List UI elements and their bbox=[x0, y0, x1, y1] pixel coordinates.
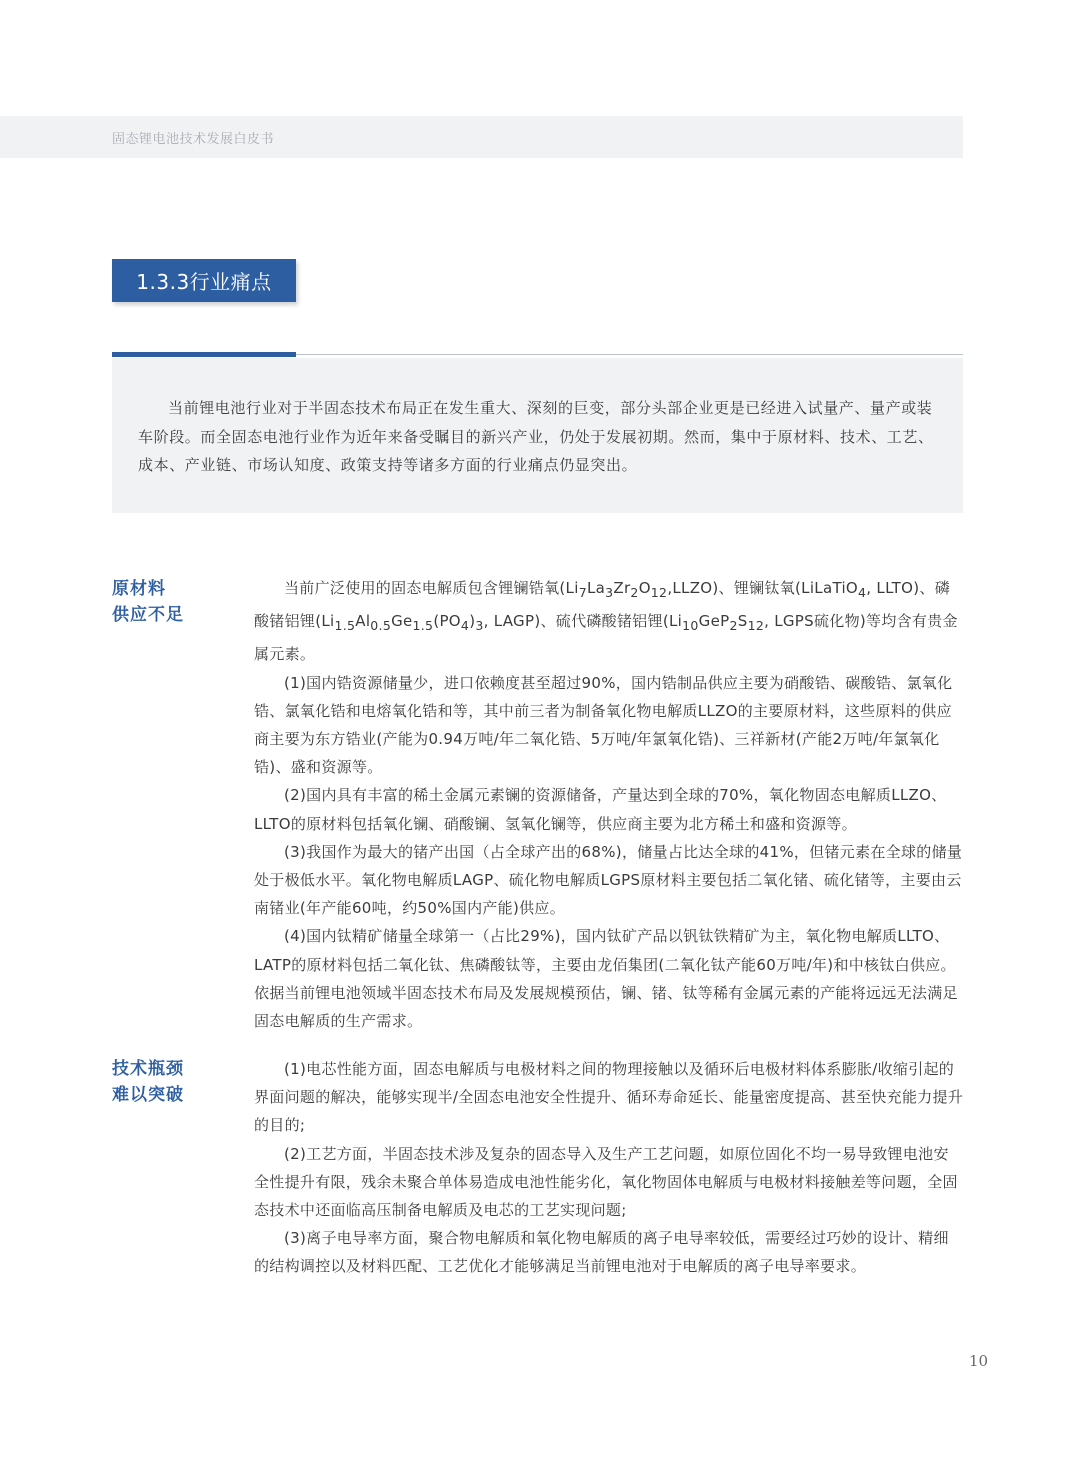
summary-box bbox=[112, 358, 963, 513]
side-label-line: 供应不足 bbox=[112, 605, 184, 625]
raw-materials-body bbox=[254, 574, 964, 1035]
side-label-line: 原材料 bbox=[112, 579, 166, 599]
side-label-line: 难以突破 bbox=[112, 1085, 184, 1105]
running-header-title: 固态锂电池技术发展白皮书 bbox=[112, 132, 275, 147]
section-divider-accent bbox=[112, 352, 296, 357]
side-label-raw-materials bbox=[112, 576, 184, 628]
body-paragraph: (2)国内具有丰富的稀土金属元素镧的资源储备，产量达到全球的70%，氧化物固态电解质LLZO、LLTO的原材料包括氧化镧、硝酸镧、氢氧化镧等，供应商主要为北方稀土和盛和资源等。 bbox=[254, 786, 947, 833]
body-paragraph: (2)工艺方面，半固态技术涉及复杂的固态导入及生产工艺问题，如原位固化不均一易导致锂电池安全性提升有限，残余未聚合单体易造成电池性能劣化，氧化物固体电解质与电极材料接触差等问题，全固态技术中还面临高压制备电解质及电芯的工艺实现问题; bbox=[254, 1144, 958, 1220]
side-label-line: 技术瓶颈 bbox=[112, 1059, 184, 1079]
intro-paragraph: 当前广泛使用的固态电解质包含锂镧锆氧$(Li_7La_3Zr_2O_{12},LLZO)$、锂镧钛氧(LiLaTiO$_4$, LLTO)、磷酸锗铝锂($Li_{1.5}Al_{0.5}Ge_{1.5}(PO_4)_3$, LAGP)、硫代磷酸锗铝锂($Li_{10}GeP_2S_{12}$, LGPS硫化物)等均含有贵金属元素。 bbox=[254, 579, 958, 664]
tech-bottleneck-body bbox=[254, 1055, 964, 1281]
summary-text: 当前锂电池行业对于半固态技术布局正在发生重大、深刻的巨变，部分头部企业更是已经进入试量产、量产或装车阶段。而全固态电池行业作为近年来备受瞩目的新兴产业，仍处于发展初期。然而，集中于原材料、技术、工艺、成本、产业链、市场认知度、政策支持等诸多方面的行业痛点仍显突出。 bbox=[138, 399, 934, 474]
body-paragraph: (3)我国作为最大的锗产出国（占全球产出的68%)，储量占比达全球的41%，但锗元素在全球的储量处于极低水平。氧化物电解质LAGP、硫化物电解质LGPS原材料主要包括二氧化锗、硫化锗等，主要由云南锗业(年产能60吨，约50%国内产能)供应。 bbox=[254, 842, 963, 918]
body-paragraph: (4)国内钛精矿储量全球第一（占比29%)，国内钛矿产品以钒钛铁精矿为主，氧化物电解质LLTO、LATP的原材料包括二氧化钛、焦磷酸钛等，主要由龙佰集团(二氧化钛产能60万吨/年)和中核钛白供应。依据当前锂电池领域半固态技术布局及发展规模预估，镧、锗、钛等稀有金属元素的产能将远远无法满足固态电解质的生产需求。 bbox=[254, 927, 958, 1031]
body-paragraph: (1)电芯性能方面，固态电解质与电极材料之间的物理接触以及循环后电极材料体系膨胀/收缩引起的界面问题的解决，能够实现半/全固态电池安全性提升、循环寿命延长、能量密度提高、甚至快充能力提升的目的; bbox=[254, 1060, 964, 1135]
side-label-tech-bottleneck bbox=[112, 1056, 184, 1108]
section-heading-badge: 1.3.3行业痛点 bbox=[112, 259, 296, 302]
body-paragraph: (1)国内锆资源储量少，进口依赖度甚至超过90%，国内锆制品供应主要为硝酸锆、碳酸锆、氯氧化锆、氯氧化锆和电熔氧化锆和等，其中前三者为制备氧化物电解质LLZO的主要原材料，这些原料的供应商主要为东方锆业(产能为0.94万吨/年二氧化锆、5万吨/年氯氧化锆)、三祥新材(产能2万吨/年氯氧化锆)、盛和资源等。 bbox=[254, 673, 953, 777]
body-paragraph: (3)离子电导率方面，聚合物电解质和氧化物电解质的离子电导率较低，需要经过巧妙的设计、精细的结构调控以及材料匹配、工艺优化才能够满足当前锂电池对于电解质的离子电导率要求。 bbox=[254, 1229, 949, 1276]
page-number: 10 bbox=[969, 1352, 989, 1370]
